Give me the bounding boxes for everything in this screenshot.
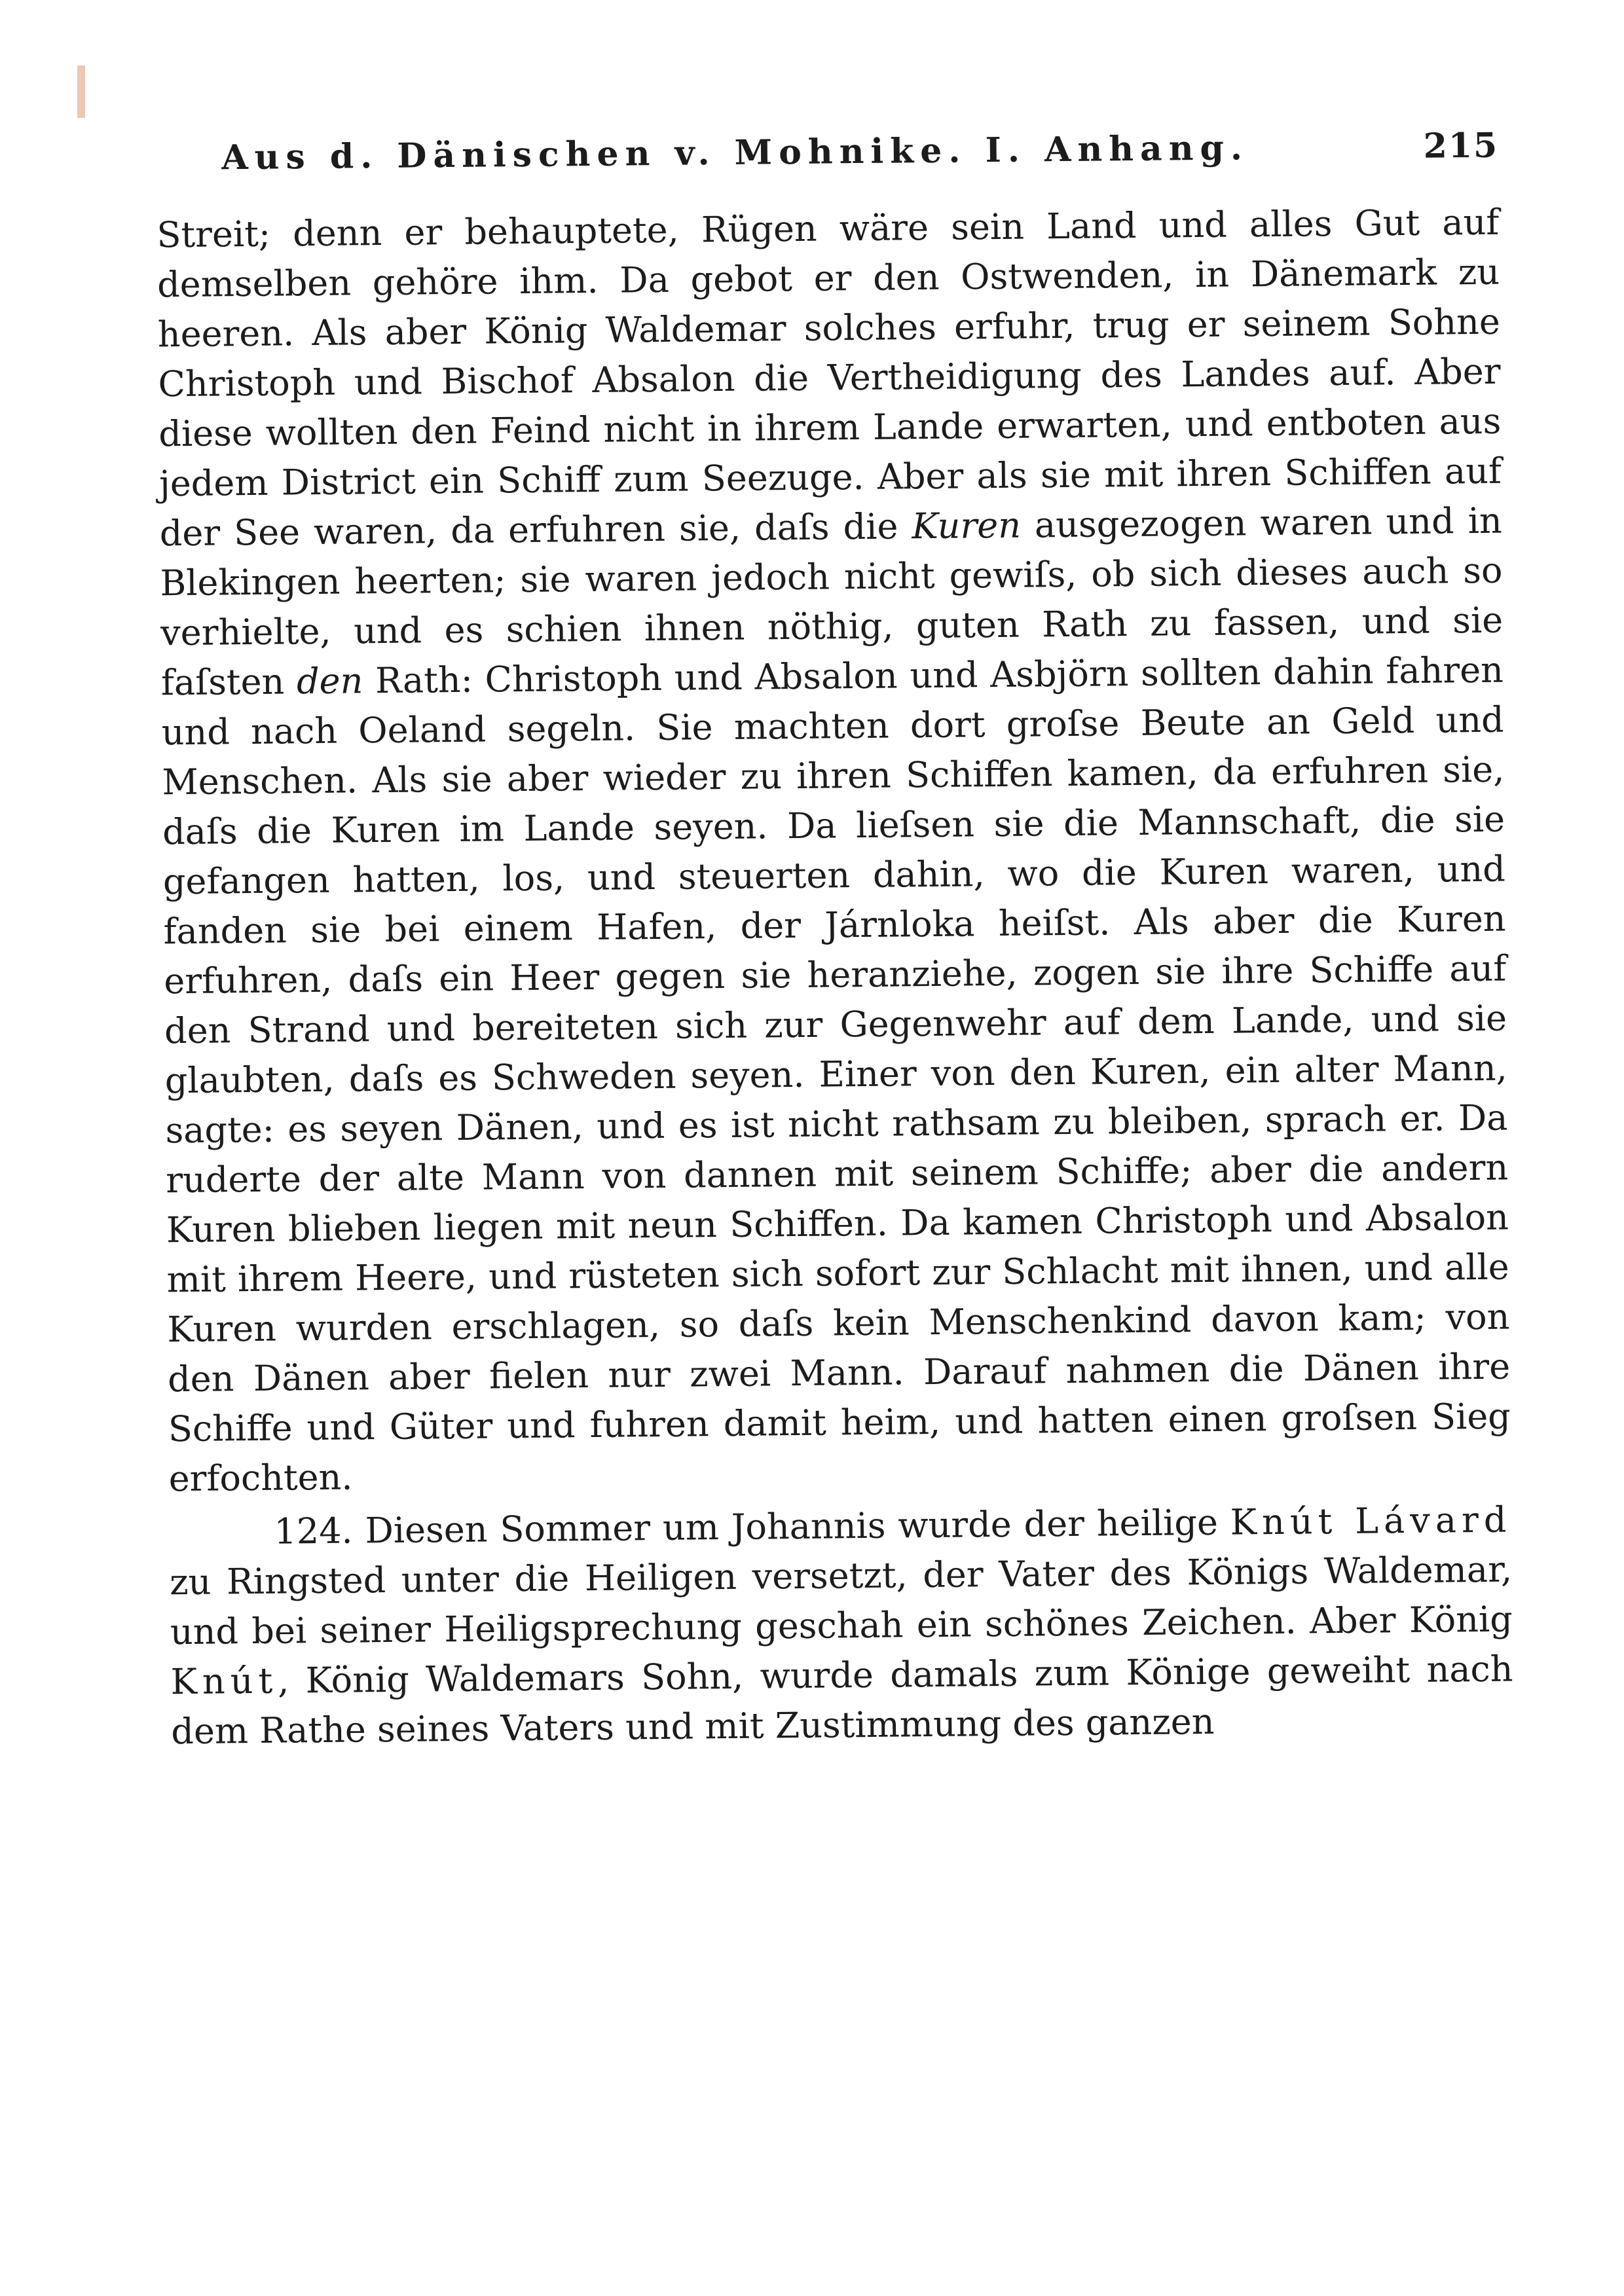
paragraph-2-spaced-name-1: Knút Lávard — [1230, 1499, 1512, 1543]
scan-edge-mark — [77, 65, 85, 118]
paragraph-1-text-b: ausgezogen waren und in Blekingen heerten; sie waren jedoch nicht gewiſs, ob sich dieses auch so verhielte, und es schien ihnen nöthig, guten Rath zu fassen, und sie faſsten — [160, 500, 1504, 704]
paragraph-1-text-a: Streit; denn er behauptete, Rügen wäre sein Land und alles Gut auf demselben gehöre ihm. Da gebot er den Ostwenden, in Dänemark zu heeren. Als aber König Waldemar solches erfuhr, trug er seinem Sohne Christoph und Bischof Absalon die Vertheidigung des Landes auf. Aber diese wollten den Feind nicht in ihrem Lande erwarten, und entboten aus jedem District ein Schiff zum Seezuge. Aber als sie mit ihren Schiffen auf der See waren, da erfuhren sie, daſs die — [157, 201, 1502, 555]
paragraph-2 — [169, 1495, 1514, 1757]
page-number: 215 — [1423, 125, 1499, 166]
paragraph-2-text-b: zu Ringsted unter die Heiligen versetzt, der Vater des Königs Waldemar, und bei seiner Heiligsprechung geschah ein schönes Zeichen. Aber König — [169, 1548, 1513, 1653]
body-text — [157, 198, 1514, 1757]
paragraph-2-text-a: 124. Diesen Sommer um Johannis wurde der heilige — [274, 1501, 1231, 1552]
running-title: Aus d. Dänischen v. Mohnike. I. Anhang. — [221, 128, 1249, 178]
paragraph-1 — [157, 198, 1511, 1504]
paragraph-1-emphasis-den: den — [296, 660, 363, 702]
paragraph-2-text-c: , König Waldemars Sohn, wurde damals zum Könige geweiht nach dem Rathe seines Vaters und mit Zustimmung des ganzen — [171, 1648, 1513, 1753]
paragraph-1-text-c: Rath: Christoph und Absalon und Asbjörn sollten dahin fahren und nach Oeland segeln. Sie machten dort groſse Beute an Geld und Menschen. Als sie aber wieder zu ihren Schiffen kamen, da erfuhren sie, daſs die Kuren im Lande seyen. Da lieſsen sie die Mannschaft, die sie gefangen hatten, los, und steuerten dahin, wo die Kuren waren, und fanden sie bei einem Hafen, der Járnloka heiſst. Als aber die Kuren erfuhren, daſs ein Heer gegen sie heranziehe, zogen sie ihre Schiffe auf den Strand und bereiteten sich zur Gegenwehr auf dem Lande, und sie glaubten, daſs es Schweden seyen. Einer von den Kuren, ein alter Mann, sagte: es seyen Dänen, und es ist nicht rathsam zu bleiben, sprach er. Da ruderte der alte Mann von dannen mit seinem Schiffe; aber die andern Kuren blieben liegen mit neun Schiffen. Da kamen Christoph und Absalon mit ihrem Heere, und rüsteten sich sofort zur Schlacht mit ihnen, und alle Kuren wurden erschlagen, so daſs kein Menschenkind davon kam; von den Dänen aber fielen nur zwei Mann. Darauf nahmen die Dänen ihre Schiffe und Güter und fuhren damit heim, und hatten einen groſsen Sieg erfochten. — [161, 649, 1511, 1500]
running-head — [221, 126, 1499, 210]
paragraph-1-emphasis-kuren: Kuren — [912, 504, 1022, 547]
book-page — [110, 126, 1514, 1757]
paragraph-2-spaced-name-2: Knút — [170, 1660, 278, 1703]
